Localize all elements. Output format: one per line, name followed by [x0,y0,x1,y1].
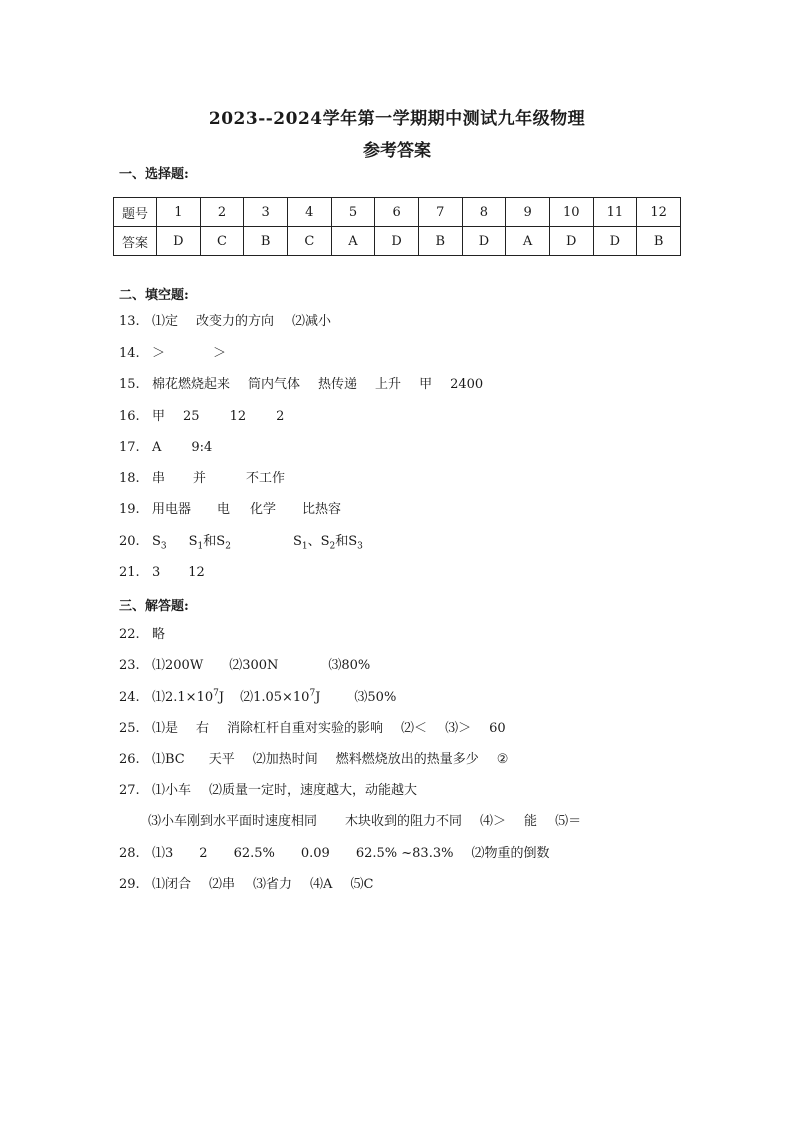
conjunction: 和 [203,534,217,549]
answer-part: ⑵质量一定时，速度越大，动能越大 [209,783,418,798]
subscript: 1 [301,541,308,552]
answer-part: 甲 [152,409,166,424]
answer-part: 并 [193,471,207,486]
table-cell: D [375,227,419,256]
table-cell: 5 [331,198,375,227]
answer-part: 略 [152,627,166,642]
answer-line-27 [119,782,435,800]
table-cell: 6 [375,198,419,227]
answer-part: 热传递 [318,377,358,392]
unit: J [218,690,225,705]
section-choice-heading: 一、选择题: [119,167,189,182]
answer-part: 化学 [250,502,277,517]
table-row-numbers [114,198,681,227]
answer-line-19 [119,501,359,519]
answer-part-s3 [152,533,167,551]
row-label-answer: 答案 [114,227,157,256]
answer-part: ⑵＜ [401,721,428,736]
question-number: 25. [119,721,140,736]
question-number: 27. [119,783,140,798]
answer-line-18 [119,470,303,488]
answer-part: 0.09 [300,846,330,861]
table-cell: D [549,227,593,256]
answer-part: 12 [229,409,247,424]
question-number: 28. [119,846,140,861]
answer-part [240,689,320,707]
answer-part-s1-s2 [189,533,231,551]
conjunction: 和 [335,534,349,549]
answer-part: ⑴闭合 [152,877,192,892]
table-row-answers [114,227,681,256]
answer-part: 右 [196,721,210,736]
answer-part: ⑶小车刚到水平面时速度相同 [148,814,318,829]
answer-part: ＞ [152,346,166,361]
answer-part: 燃料燃烧放出的热量多少 [335,752,479,767]
answer-part: ⑵减小 [292,314,332,329]
page-title: 2023--2024学年第一学期期中测试九年级物理 [208,109,586,129]
answer-part: ⑷A [310,877,333,892]
answer-line-21 [119,564,223,582]
page-subtitle: 参考答案 [363,141,431,161]
answer-line-13 [119,313,349,331]
answer-part: ⑵串 [209,877,236,892]
table-cell: 7 [418,198,462,227]
value-mantissa: ⑴2.1×10 [152,690,214,705]
answer-part-s1-s2-s3 [293,533,363,551]
answer-part: 用电器 [152,502,192,517]
question-number: 13. [119,314,140,329]
answer-part: 甲 [419,377,433,392]
answer-part: 天平 [208,752,235,767]
question-number: 20. [119,534,140,549]
answer-part: 消除杠杆自重对实验的影响 [227,721,384,736]
answer-line-20 [119,533,381,551]
subscript: 3 [357,541,363,552]
answer-part: ② [496,752,509,767]
answer-part: ⑶＞ [445,721,472,736]
question-number: 15. [119,377,140,392]
answer-part: 2 [199,846,208,861]
answer-part: 3 [152,565,161,580]
answer-part: ⑴小车 [152,783,192,798]
answer-part: 不工作 [246,471,286,486]
answer-part: ⑷＞ [480,814,507,829]
answer-part: ⑴定 [152,314,179,329]
answer-part: ⑴是 [152,721,179,736]
answer-part: ⑴3 [152,846,174,861]
answer-part: ⑴200W [152,658,204,673]
answer-part: 比热容 [302,502,342,517]
question-number: 29. [119,877,140,892]
table-cell: D [157,227,201,256]
answer-part: ⑵300N [229,658,279,673]
table-cell: C [200,227,244,256]
question-number: 16. [119,409,140,424]
answer-part: 2 [276,409,285,424]
subscript: 3 [160,541,167,552]
question-number: 22. [119,627,140,642]
answer-part: 筒内气体 [248,377,301,392]
answer-part [152,689,224,707]
answer-line-29 [119,876,391,894]
table-cell: 10 [549,198,593,227]
question-number: 26. [119,752,140,767]
answer-part: 25 [183,409,200,424]
question-number: 18. [119,471,140,486]
answer-line-25 [119,720,524,738]
answer-part: ＞ [213,346,227,361]
answer-line-16 [119,408,302,426]
table-cell: B [637,227,681,256]
row-label-number: 题号 [114,198,157,227]
answer-part: 木块收到的阻力不同 [345,814,463,829]
section-solve-heading: 三、解答题: [119,599,189,614]
question-number: 17. [119,440,140,455]
answer-part: ⑸C [350,877,374,892]
answer-part: 串 [152,471,166,486]
answer-part: ⑴BC [152,752,185,767]
answer-line-15 [119,376,501,394]
exponent: 7 [309,688,316,699]
answer-line-23 [119,657,388,675]
answer-part: 9:4 [191,440,213,455]
subscript: 2 [329,541,336,552]
question-number: 24. [119,690,140,705]
answer-line-28 [119,845,567,863]
switch-symbol: S [320,534,330,549]
answer-part: 12 [188,565,205,580]
table-cell: 9 [506,198,550,227]
subscript: 2 [225,541,231,552]
answer-part: 能 [524,814,538,829]
table-cell: A [506,227,550,256]
table-cell: 2 [200,198,244,227]
table-cell: D [593,227,637,256]
question-number: 23. [119,658,140,673]
switch-symbol: S [292,534,302,549]
answer-part: 2400 [450,377,484,392]
answer-part: ⑶80% [328,658,371,673]
table-cell: B [244,227,288,256]
table-cell: B [418,227,462,256]
table-cell: C [287,227,331,256]
table-cell: 3 [244,198,288,227]
answer-part: 棉花燃烧起来 [152,377,231,392]
table-cell: A [331,227,375,256]
answer-line-22 [119,626,183,644]
table-cell: 11 [593,198,637,227]
answer-part: 电 [217,502,231,517]
answer-line-24 [119,689,414,707]
answer-part: ⑵加热时间 [252,752,318,767]
switch-symbol: S [152,534,161,549]
answer-part: 62.5% [233,846,275,861]
answer-part: 上升 [375,377,402,392]
table-cell: 8 [462,198,506,227]
answer-part: ⑵物重的倒数 [471,846,550,861]
table-cell: D [462,227,506,256]
table-cell: 1 [157,198,201,227]
answer-part: 60 [489,721,506,736]
section-fill-heading: 二、填空题: [119,288,189,303]
switch-symbol: S [188,534,198,549]
answer-part: ⑶省力 [253,877,293,892]
question-number: 19. [119,502,140,517]
answer-part: A [152,440,162,455]
table-cell: 12 [637,198,681,227]
subscript: 1 [197,541,204,552]
answer-line-17 [119,439,230,457]
answer-part: ⑶50% [354,690,397,705]
unit: J [315,690,321,705]
switch-symbol: S [216,534,226,549]
switch-symbol: S [348,534,358,549]
table-cell: 4 [287,198,331,227]
answer-line-14 [119,345,244,363]
exponent: 7 [213,688,219,699]
answer-line-27-continued [148,813,599,831]
answer-part: ⑸＝ [555,814,582,829]
answer-part: 62.5% ~83.3% [355,846,454,861]
answer-part: 改变力的方向 [196,314,275,329]
question-number: 14. [119,346,140,361]
answer-line-26 [119,751,526,769]
choice-answer-table [113,197,681,256]
separator: 、 [307,534,321,549]
value-mantissa: ⑵1.05×10 [240,690,310,705]
question-number: 21. [119,565,140,580]
